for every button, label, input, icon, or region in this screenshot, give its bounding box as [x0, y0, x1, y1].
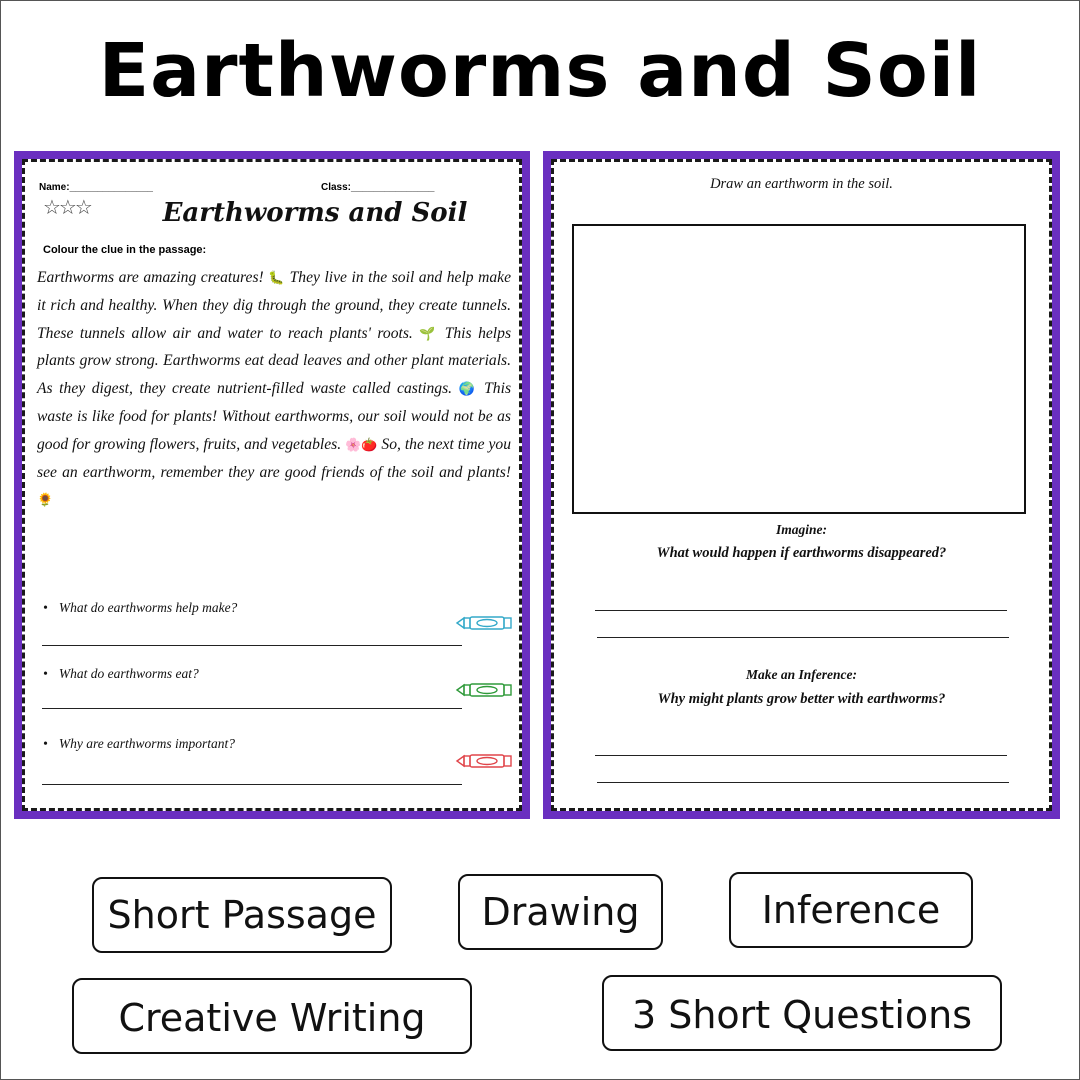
- passage-text: This waste is like food for plants! Without earthworms, our soil would not be as good for growing flowers, fruits, and vegetables.: [37, 380, 512, 453]
- question-text: What do earthworms eat?: [58, 666, 199, 681]
- question-item: [43, 663, 483, 682]
- globe-emoji-icon: 🌍: [458, 381, 478, 397]
- answer-line: [42, 784, 462, 785]
- drawing-worksheet-page: [551, 159, 1052, 811]
- answer-line: [42, 645, 462, 646]
- worksheet-title: Earthworms and Soil: [162, 198, 468, 228]
- passage-text: This helps plants grow strong. Earthworms eat dead leaves and other plant materials. As they digest, they create nutrient-filled waste called castings.: [37, 324, 512, 398]
- inference-question: Why might plants grow better with earthworms?: [657, 691, 946, 707]
- question-item: [43, 733, 483, 752]
- crayon-icon: [455, 615, 513, 631]
- flower-tomato-emoji-icon: 🌸🍅: [345, 436, 378, 452]
- passage-text: Earthworms are amazing creatures!: [37, 269, 269, 286]
- crayon-icon: [455, 753, 513, 769]
- draw-prompt: Draw an earthworm in the soil.: [710, 176, 893, 192]
- reading-worksheet-page: [22, 159, 522, 811]
- imagine-heading: Imagine:: [775, 522, 827, 537]
- question-bullet: •: [43, 736, 48, 751]
- seedling-emoji-icon: 🌱: [419, 325, 439, 341]
- tag-short-passage: Short Passage: [92, 877, 392, 953]
- imagine-question: What would happen if earthworms disappeared?: [656, 545, 947, 561]
- reading-worksheet-preview: [14, 151, 530, 819]
- question-text: Why are earthworms important?: [58, 736, 235, 751]
- reading-passage: [37, 264, 511, 514]
- rating-stars-icon: ☆☆☆: [43, 195, 91, 219]
- passage-instruction: Colour the clue in the passage:: [43, 244, 207, 256]
- answer-line: [42, 708, 462, 709]
- question-text: What do earthworms help make?: [58, 600, 238, 615]
- answer-line: [595, 755, 1007, 756]
- tag-drawing: Drawing: [458, 874, 663, 950]
- tag-creative-writing: Creative Writing: [72, 978, 472, 1054]
- drawing-worksheet-preview: [543, 151, 1060, 819]
- name-field-label: Name:_______________: [39, 182, 153, 193]
- crayon-icon: [455, 682, 513, 698]
- answer-line: [595, 610, 1007, 611]
- sunflower-emoji-icon: 🌻: [37, 492, 54, 508]
- tag-3-short-questions: 3 Short Questions: [602, 975, 1002, 1051]
- question-bullet: •: [43, 600, 48, 615]
- class-field-label: Class:_______________: [321, 182, 435, 193]
- passage-text: They live in the soil and help make it rich and healthy. When they dig through the ground, they create tunnels. These tunnels allow air and water to reach plants' roots.: [37, 269, 512, 342]
- answer-line: [597, 637, 1009, 638]
- worm-emoji-icon: 🐛: [268, 270, 286, 285]
- tag-inference: Inference: [729, 872, 973, 948]
- question-bullet: •: [43, 666, 48, 681]
- answer-line: [597, 782, 1009, 783]
- drawing-box: [572, 224, 1026, 514]
- question-item: [43, 597, 483, 616]
- passage-text: So, the next time you see an earthworm, remember they are good friends of the soil and plants!: [37, 435, 511, 481]
- inference-heading: Make an Inference:: [746, 667, 857, 682]
- page-title: Earthworms and Soil: [98, 28, 982, 114]
